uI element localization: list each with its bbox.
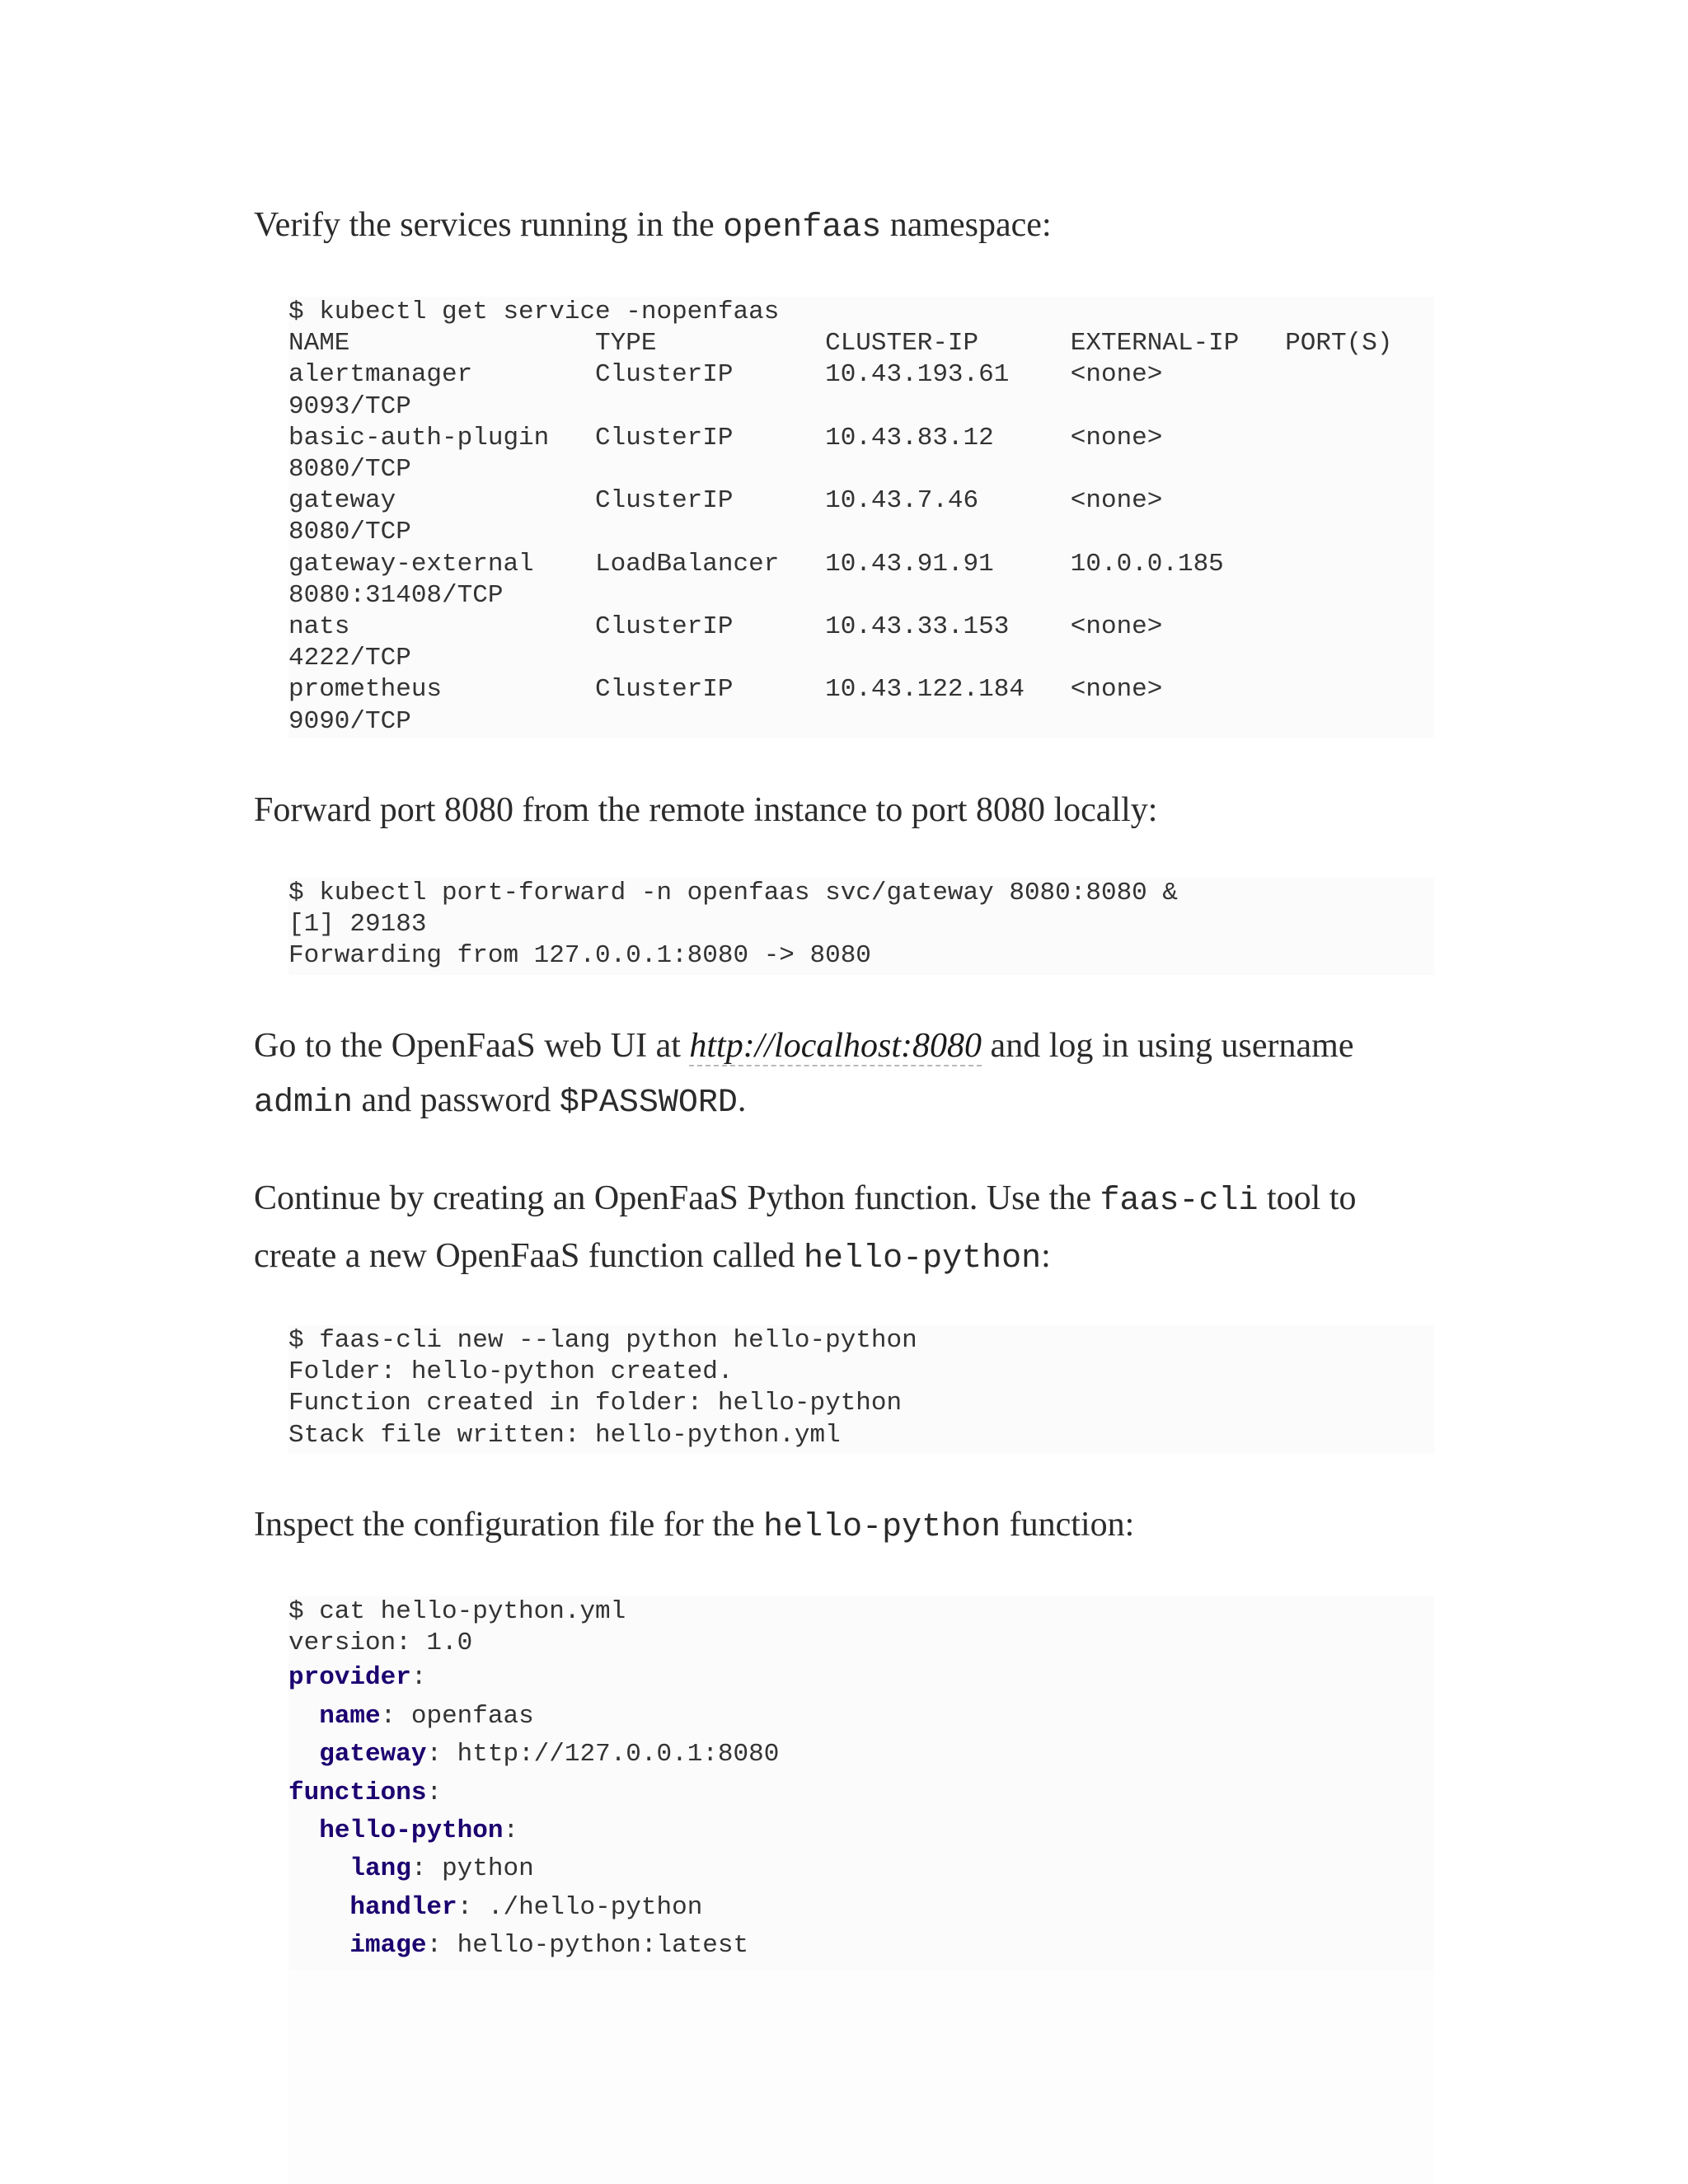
login-paragraph [254, 1019, 1434, 1131]
inspect-text-after: function: [1001, 1506, 1135, 1544]
username-code: admin [254, 1085, 354, 1122]
login-text-end: . [737, 1081, 747, 1119]
forward-line: [1] 29183 [288, 910, 427, 940]
forward-output [288, 878, 1434, 972]
forward-line: Forwarding from 127.0.0.1:8080 -> 8080 [288, 941, 871, 971]
faas-cli-code: faas-cli [1100, 1183, 1259, 1220]
password-code: $PASSWORD [559, 1085, 738, 1122]
localhost-link[interactable]: http://localhost:8080 [689, 1027, 982, 1065]
yaml-code-block [288, 1596, 1434, 1971]
services-row-ports: 8080/TCP [288, 455, 411, 485]
yaml-key-function-name: hello-python [319, 1816, 504, 1846]
forward-code-block [288, 878, 1434, 975]
login-text-before: Go to the OpenFaaS web UI at [254, 1027, 690, 1065]
code-block-continuation [288, 1970, 1434, 2184]
yaml-key-lang: lang [349, 1854, 411, 1884]
create-text-1: Continue by creating an OpenFaaS Python function. Use the [254, 1179, 1100, 1217]
intro-text-before: Verify the services running in the [254, 206, 724, 244]
create-line: Function created in folder: hello-python [288, 1389, 903, 1418]
yaml-value-gateway: http://127.0.0.1:8080 [457, 1740, 780, 1769]
login-text-and: and password [353, 1081, 560, 1119]
services-row-ports: 9093/TCP [288, 391, 411, 421]
yaml-version-line: version: 1.0 [288, 1629, 473, 1658]
yaml-command: $ cat hello-python.yml [288, 1597, 626, 1626]
yaml-key-functions: functions [288, 1778, 427, 1807]
services-output [288, 297, 1434, 738]
create-text-3: : [1041, 1237, 1051, 1275]
services-header-row: NAME TYPE CLUSTER-IP EXTERNAL-IP PORT(S) [288, 329, 1393, 359]
create-code-block [288, 1325, 1434, 1454]
inspect-text-before: Inspect the configuration file for the [254, 1506, 764, 1544]
yaml-value-handler: ./hello-python [487, 1892, 703, 1922]
forward-paragraph: Forward port 8080 from the remote instance to port 8080 locally: [254, 791, 1158, 829]
inspect-function-code: hello-python [763, 1509, 1001, 1546]
services-row-ports: 4222/TCP [288, 644, 411, 673]
create-paragraph [254, 1171, 1434, 1286]
intro-text-after: namespace: [881, 206, 1052, 244]
services-row: gateway-external LoadBalancer 10.43.91.91 10.0.0.185 [288, 549, 1224, 579]
services-code-block [288, 297, 1434, 738]
namespace-code: openfaas [723, 209, 882, 246]
intro-paragraph [254, 198, 1434, 255]
yaml-key-provider: provider [288, 1663, 411, 1693]
services-row: nats ClusterIP 10.43.33.153 <none> [288, 612, 1163, 642]
services-row: prometheus ClusterIP 10.43.122.184 <none> [288, 675, 1163, 705]
create-text-2: tool to create a new OpenFaaS function called [254, 1179, 1357, 1275]
create-line: Stack file written: hello-python.yml [288, 1420, 841, 1450]
yaml-value-image: hello-python:latest [457, 1931, 749, 1961]
login-text-middle: and log in using username [982, 1027, 1354, 1065]
yaml-key-gateway: gateway [319, 1740, 427, 1769]
create-line: Folder: hello-python created. [288, 1357, 734, 1387]
create-output [288, 1325, 1434, 1451]
services-row-ports: 8080/TCP [288, 518, 411, 547]
yaml-value-name: openfaas [410, 1701, 534, 1731]
services-row-ports: 9090/TCP [288, 706, 411, 736]
services-row: basic-auth-plugin ClusterIP 10.43.83.12 <none> [288, 423, 1163, 452]
create-line: $ faas-cli new --lang python hello-python [288, 1326, 917, 1355]
yaml-value-lang: python [442, 1854, 534, 1884]
function-name-code: hello-python [804, 1240, 1042, 1277]
services-row: gateway ClusterIP 10.43.7.46 <none> [288, 486, 1163, 516]
forward-line: $ kubectl port-forward -n openfaas svc/gateway 8080:8080 & [288, 879, 1178, 907]
inspect-paragraph [254, 1497, 1434, 1555]
yaml-command-lines [288, 1596, 1434, 1659]
yaml-key-image: image [349, 1931, 427, 1961]
yaml-key-handler: handler [349, 1892, 457, 1922]
services-row: alertmanager ClusterIP 10.43.193.61 <none> [288, 360, 1163, 390]
services-row-ports: 8080:31408/TCP [288, 580, 504, 610]
yaml-content: provider: name: openfaas gateway: http://127.0.0.1:8080 functions: hello-python: lang: python handler: ./hello-python image: hello-python:latest [288, 1663, 780, 1961]
services-command: $ kubectl get service -nopenfaas [288, 298, 780, 326]
yaml-key-name: name [319, 1701, 381, 1731]
